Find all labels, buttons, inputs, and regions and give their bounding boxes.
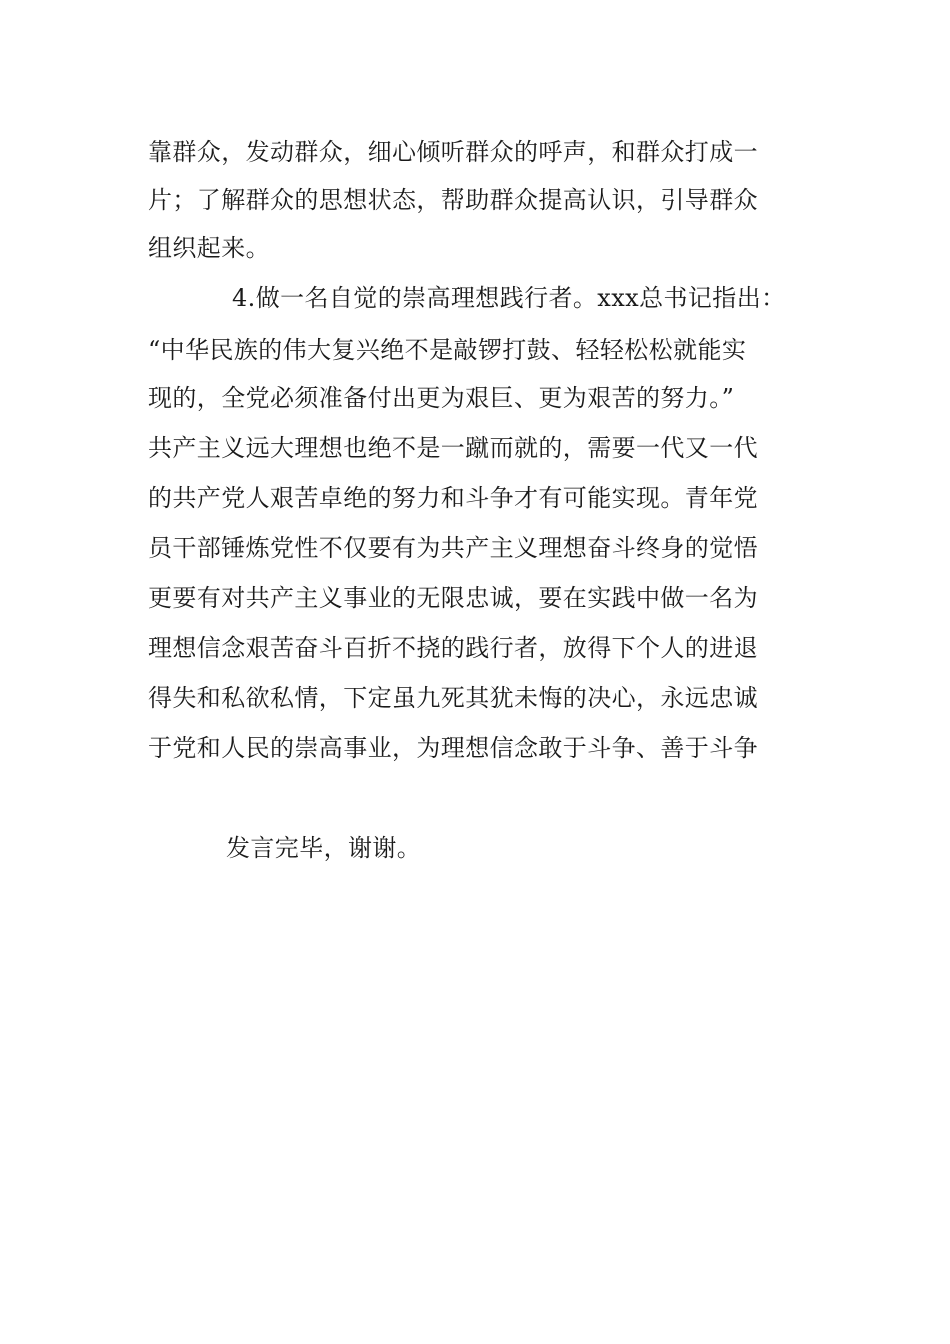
paragraph-line: 员干部锤炼党性不仅要有为共产主义理想奋斗终身的觉悟 xyxy=(148,534,758,562)
paragraph-line: 得失和私欲私情，下定虽九死其犹未悔的决心，永远忠诚 xyxy=(148,684,758,712)
paragraph-line: 理想信念艰苦奋斗百折不挠的践行者，放得下个人的进退 xyxy=(148,634,758,662)
paragraph-line: “中华民族的伟大复兴绝不是敲锣打鼓、轻轻松松就能实 xyxy=(148,336,747,364)
paragraph-line: 片；了解群众的思想状态，帮助群众提高认识，引导群众 xyxy=(148,186,758,214)
paragraph-line: 现的，全党必须准备付出更为艰巨、更为艰苦的努力。” xyxy=(148,384,735,412)
paragraph-line: 靠群众，发动群众，细心倾听群众的呼声，和群众打成一 xyxy=(148,138,758,166)
paragraph-line: 的共产党人艰苦卓绝的努力和斗争才有可能实现。青年党 xyxy=(148,484,758,512)
paragraph-line: 共产主义远大理想也绝不是一蹴而就的，需要一代又一代 xyxy=(148,434,758,462)
paragraph-line: 更要有对共产主义事业的无限忠诚，要在实践中做一名为 xyxy=(148,584,758,612)
paragraph-line: 组织起来。 xyxy=(148,234,270,262)
section-heading-line: 4.做一名自觉的崇高理想践行者。xxx总书记指出： xyxy=(232,284,786,312)
closing-remark: 发言完毕，谢谢。 xyxy=(226,834,422,862)
paragraph-line: 于党和人民的崇高事业，为理想信念敢于斗争、善于斗争 xyxy=(148,734,758,762)
